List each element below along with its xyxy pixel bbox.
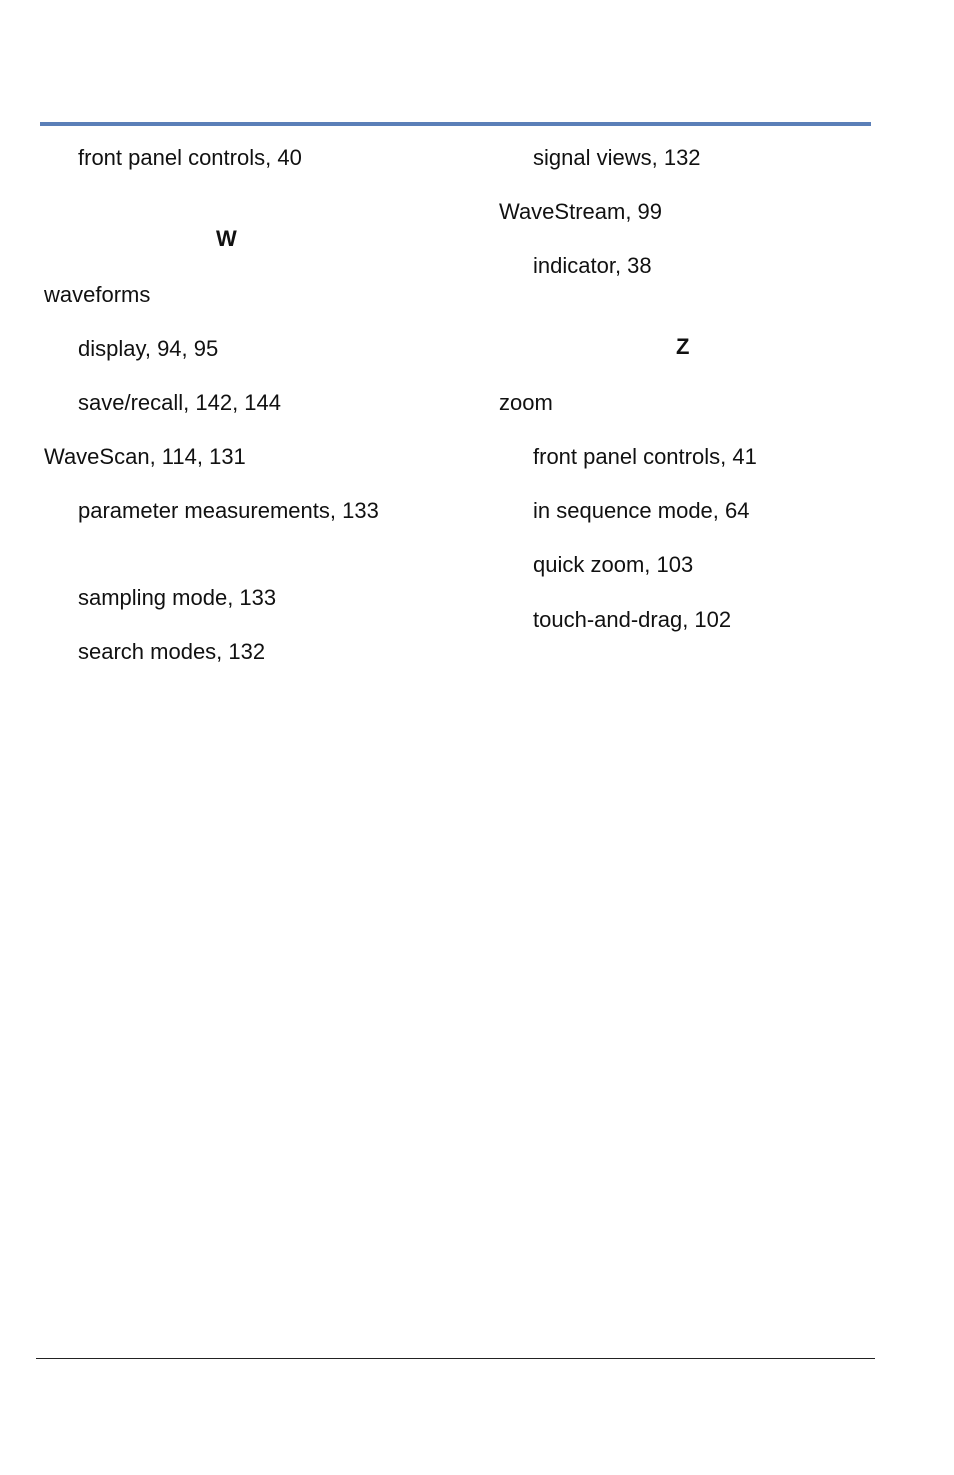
index-subentry-display: display, 94, 95 — [78, 336, 219, 361]
index-subentry-save-recall: save/recall, 142, 144 — [78, 390, 282, 415]
index-subentry-parameter-measurements: parameter measurements, 133 — [78, 498, 379, 523]
index-entry-wavestream: WaveStream, 99 — [499, 199, 663, 224]
index-subentry-front-panel-controls-40: front panel controls, 40 — [78, 145, 302, 170]
index-subentry-signal-views: signal views, 132 — [533, 145, 701, 170]
header-rule — [40, 122, 871, 126]
index-entry-wavescan: WaveScan, 114, 131 — [44, 444, 246, 469]
index-letter-w: W — [216, 226, 237, 251]
index-letter-z: Z — [676, 334, 690, 359]
index-entry-waveforms: waveforms — [44, 282, 151, 307]
index-subentry-indicator: indicator, 38 — [533, 253, 652, 278]
index-subentry-sampling-mode: sampling mode, 133 — [78, 585, 277, 610]
index-subentry-in-sequence-mode: in sequence mode, 64 — [533, 498, 750, 523]
index-subentry-quick-zoom: quick zoom, 103 — [533, 552, 694, 577]
index-subentry-touch-and-drag: touch-and-drag, 102 — [533, 607, 732, 632]
index-subentry-search-modes: search modes, 132 — [78, 639, 266, 664]
index-entry-zoom: zoom — [499, 390, 553, 415]
footer-rule — [36, 1358, 875, 1359]
index-subentry-front-panel-controls-41: front panel controls, 41 — [533, 444, 757, 469]
